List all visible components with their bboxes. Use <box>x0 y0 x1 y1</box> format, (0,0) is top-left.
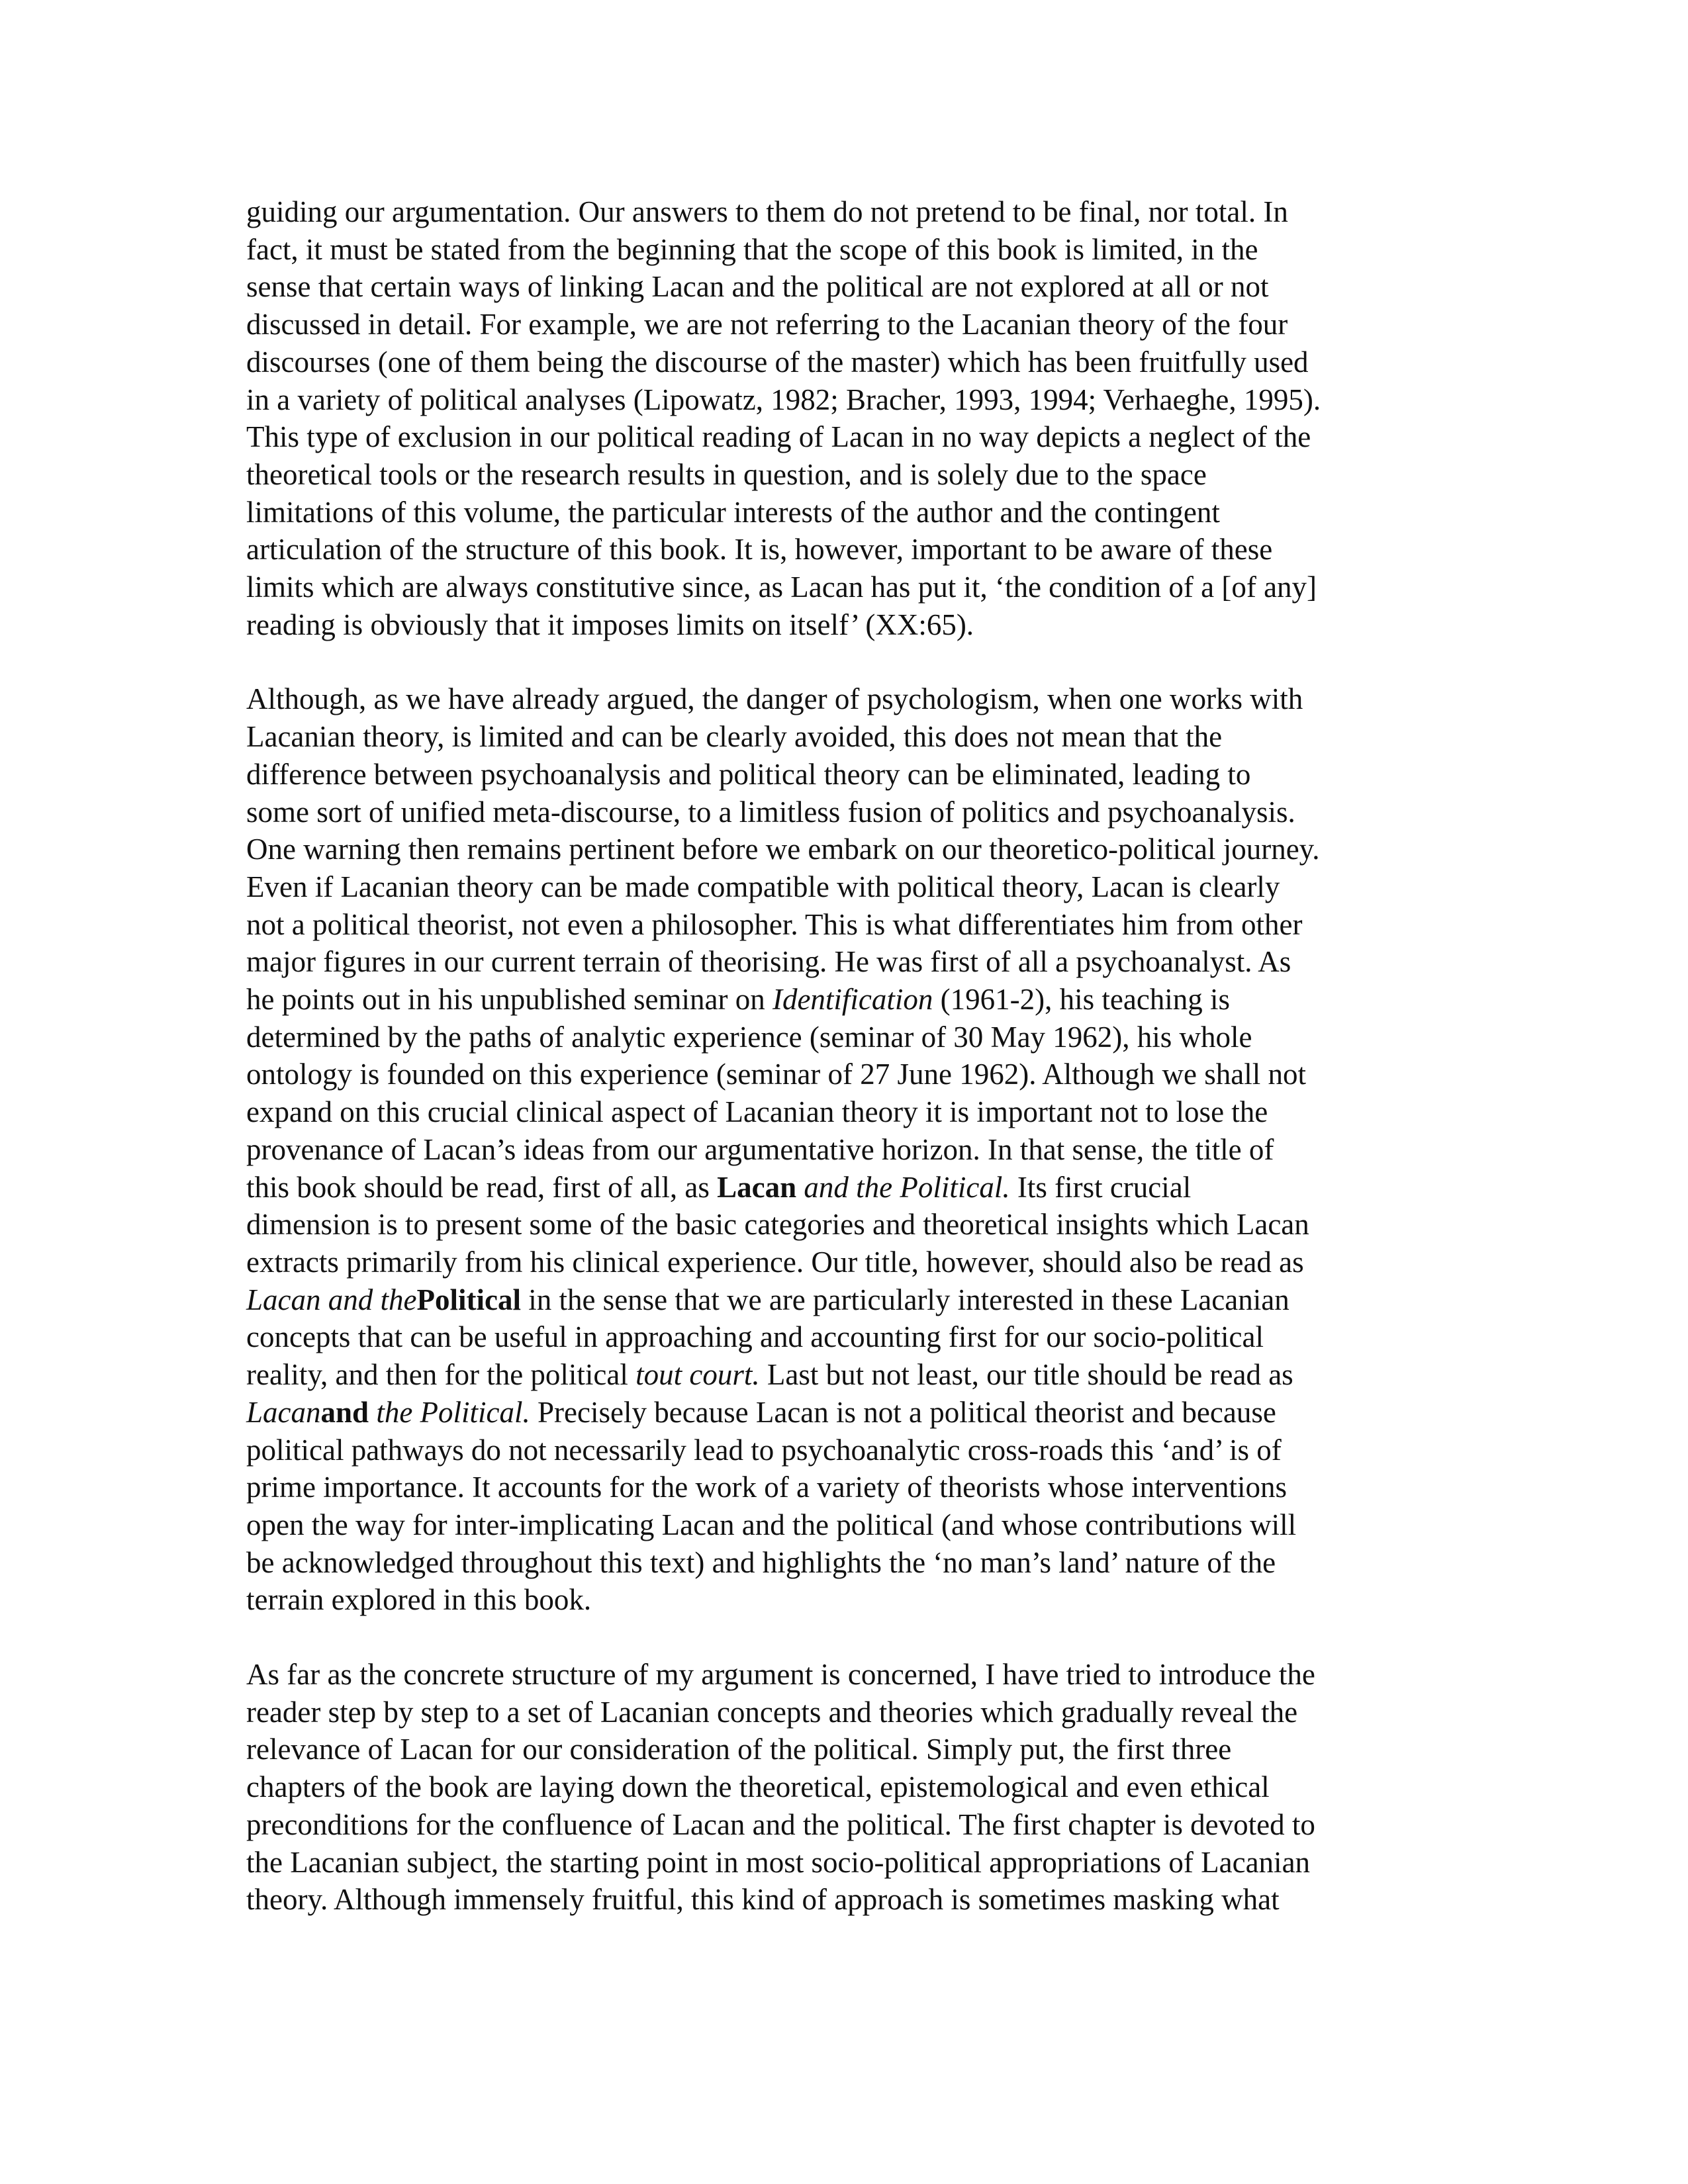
italic-emphasis-tout-court: tout court. <box>635 1358 760 1392</box>
text-line: theory. Although immensely fruitful, this kind of approach is sometimes masking what <box>246 1883 1280 1917</box>
text-line: reading is obviously that it imposes limits on itself’ (XX:65). <box>246 608 974 641</box>
text-line: difference between psychoanalysis and political theory can be eliminated, leading to <box>246 757 1251 791</box>
text-line: discourses (one of them being the discourse of the master) which has been fruitfully used <box>246 345 1309 379</box>
text-line: articulation of the structure of this book. It is, however, important to be aware of these <box>246 533 1273 567</box>
text-line: Even if Lacanian theory can be made compatible with political theory, Lacan is clearly <box>246 870 1280 903</box>
paragraph-3 <box>246 1656 1443 1919</box>
bold-emphasis-lacan: Lacan <box>717 1170 797 1204</box>
body-text <box>246 193 1443 1919</box>
paragraph-2 <box>246 680 1443 1619</box>
italic-emphasis: Lacan <box>246 1395 321 1429</box>
text-line: limitations of this volume, the particular interests of the author and the contingent <box>246 495 1220 529</box>
text-line: discussed in detail. For example, we are not referring to the Lacanian theory of the four <box>246 308 1288 341</box>
text-line: guiding our argumentation. Our answers to them do not pretend to be final, nor total. In <box>246 195 1288 228</box>
text-line <box>246 1356 1443 1394</box>
text-line: relevance of Lacan for our consideration of the political. Simply put, the first three <box>246 1733 1232 1766</box>
text-line: concepts that can be useful in approaching and accounting first for our socio-political <box>246 1320 1264 1354</box>
text-line: terrain explored in this book. <box>246 1583 592 1617</box>
text-line: One warning then remains pertinent before we embark on our theoretico-political journey. <box>246 833 1320 866</box>
text-line: limits which are always constitutive since, as Lacan has put it, ‘the condition of a [of any] <box>246 570 1317 604</box>
italic-emphasis: the Political. <box>376 1395 530 1429</box>
text-line <box>246 1281 1443 1319</box>
text-line <box>246 1169 1443 1206</box>
bold-emphasis-and: and <box>320 1395 369 1429</box>
text-line <box>246 981 1443 1019</box>
text-line: preconditions for the confluence of Lacan and the political. The first chapter is devoted to <box>246 1807 1315 1841</box>
text-run: reality, and then for the political <box>246 1358 636 1392</box>
text-run: this book should be read, first of all, as <box>246 1170 718 1204</box>
text-line: prime importance. It accounts for the work of a variety of theorists whose interventions <box>246 1471 1288 1504</box>
text-line: ontology is founded on this experience (seminar of 27 June 1962). Although we shall not <box>246 1058 1306 1091</box>
text-line: political pathways do not necessarily lead to psychoanalytic cross-roads this ‘and’ is of <box>246 1433 1282 1467</box>
text-line: fact, it must be stated from the beginning that the scope of this book is limited, in the <box>246 232 1258 266</box>
text-line: extracts primarily from his clinical experience. Our title, however, should also be read as <box>246 1245 1304 1279</box>
text-line <box>246 1394 1443 1432</box>
text-line: reader step by step to a set of Lacanian concepts and theories which gradually reveal the <box>246 1695 1298 1729</box>
text-line: provenance of Lacan’s ideas from our argumentative horizon. In that sense, the title of <box>246 1132 1274 1166</box>
italic-emphasis: Lacan and the <box>246 1283 417 1316</box>
text-line: As far as the concrete structure of my argument is concerned, I have tried to introduce the <box>246 1658 1315 1692</box>
text-run: he points out in his unpublished seminar on <box>246 983 773 1017</box>
text-line: sense that certain ways of linking Lacan and the political are not explored at all or not <box>246 270 1269 304</box>
text-line: Lacanian theory, is limited and can be clearly avoided, this does not mean that the <box>246 720 1223 754</box>
text-line: expand on this crucial clinical aspect of Lacanian theory it is important not to lose the <box>246 1095 1268 1129</box>
text-run: Precisely because Lacan is not a political theorist and because <box>530 1395 1276 1429</box>
text-line: not a political theorist, not even a philosopher. This is what differentiates him from other <box>246 907 1303 941</box>
text-run: in the sense that we are particularly interested in these Lacanian <box>520 1283 1289 1316</box>
bold-emphasis-political: Political <box>416 1283 521 1316</box>
text-line: theoretical tools or the research results in question, and is solely due to the space <box>246 457 1207 491</box>
text-line: the Lacanian subject, the starting point in most socio-political appropriations of Lacanian <box>246 1845 1311 1879</box>
text-run <box>796 1171 804 1204</box>
text-run: Last but not least, our title should be read as <box>759 1358 1293 1392</box>
text-line: chapters of the book are laying down the theoretical, epistemological and even ethical <box>246 1770 1270 1804</box>
text-line: major figures in our current terrain of theorising. He was first of all a psychoanalyst. As <box>246 945 1291 979</box>
text-line: open the way for inter-implicating Lacan and the political (and whose contributions will <box>246 1508 1297 1541</box>
paragraph-1 <box>246 193 1443 643</box>
text-line: determined by the paths of analytic experience (seminar of 30 May 1962), his whole <box>246 1020 1252 1054</box>
text-line: in a variety of political analyses (Lipowatz, 1982; Bracher, 1993, 1994; Verhaeghe, 1995). <box>246 383 1321 416</box>
text-line: be acknowledged throughout this text) and highlights the ‘no man’s land’ nature of the <box>246 1545 1276 1579</box>
text-line: Although, as we have already argued, the danger of psychologism, when one works with <box>246 682 1303 716</box>
text-run: (1961-2), his teaching is <box>933 983 1231 1017</box>
text-run: Its first crucial <box>1009 1170 1192 1204</box>
text-run <box>369 1396 376 1429</box>
text-line: This type of exclusion in our political reading of Lacan in no way depicts a neglect of the <box>246 420 1311 454</box>
text-line: dimension is to present some of the basic categories and theoretical insights which Lacan <box>246 1208 1309 1242</box>
text-line: some sort of unified meta-discourse, to a limitless fusion of politics and psychoanalysis. <box>246 795 1295 829</box>
italic-title-identification: Identification <box>772 983 933 1017</box>
italic-emphasis: and the Political. <box>804 1170 1010 1204</box>
